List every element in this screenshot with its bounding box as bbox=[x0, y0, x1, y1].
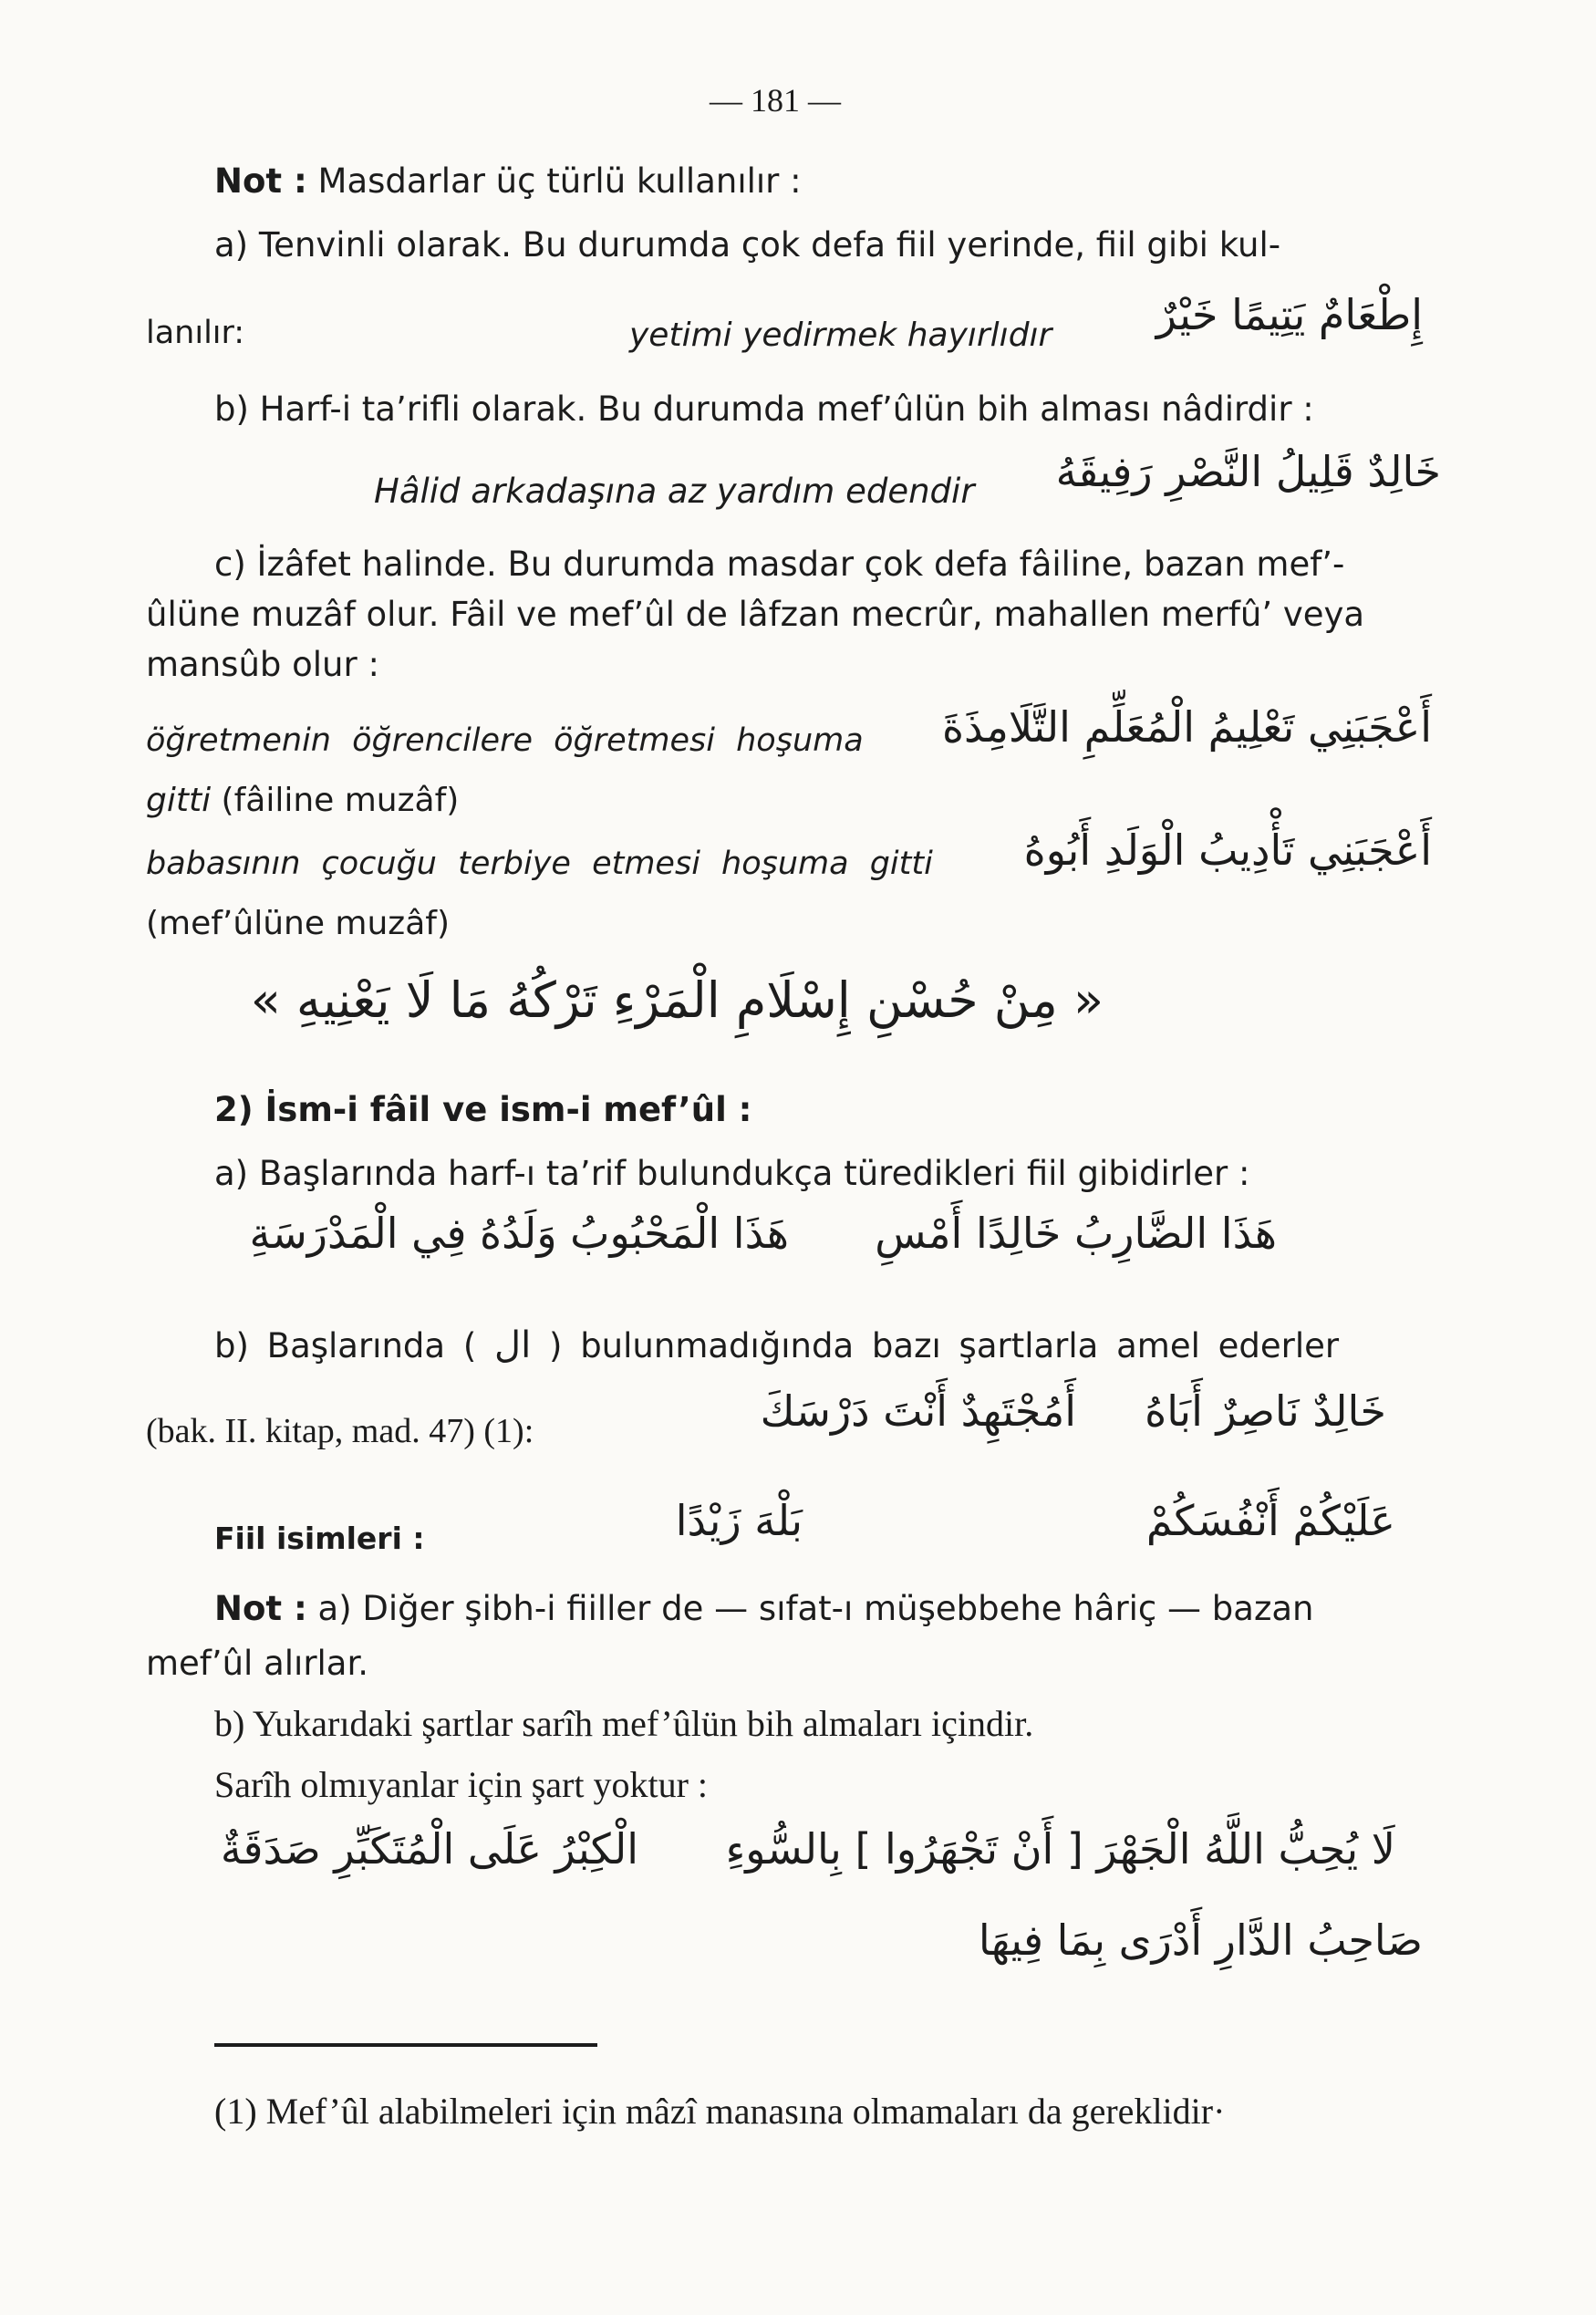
arabic-example: خَالِدٌ قَلِيلُ النَّصْرِ رَفِيقَهُ bbox=[1055, 447, 1441, 496]
paragraph-b bbox=[214, 1703, 1034, 1744]
arabic-example: بَلْهَ زَيْدًا bbox=[675, 1496, 803, 1545]
note-text: Masdarlar üç türlü kullanılır : bbox=[317, 161, 802, 201]
arabic-hadith: « مِنْ حُسْنِ إِسْلَامِ الْمَرْءِ تَرْكُهُ مَا لَا يَعْنِيهِ » bbox=[250, 971, 1104, 1029]
paragraph-b bbox=[214, 1324, 1340, 1366]
paragraph-b-end: ) bulunmadığında bazı şartlarla amel ederler bbox=[549, 1326, 1340, 1365]
note-text-cont: mef’ûl alırlar. bbox=[146, 1644, 369, 1683]
note-line bbox=[214, 161, 802, 201]
paragraph-b: b) Harf-i ta’rifli olarak. Bu durumda mef’ûlün bih alması nâdirdir : bbox=[214, 389, 1314, 429]
paragraph-c-line1: c) İzâfet halinde. Bu durumda masdar çok defa fâiline, bazan mef’- bbox=[214, 545, 1345, 584]
example-translation: Hâlid arkadaşına az yardım edendir bbox=[374, 472, 975, 511]
arabic-example: خَالِدٌ نَاصِرٌ أَبَاهُ bbox=[1145, 1386, 1386, 1436]
example-label: (mef’ûlüne muzâf) bbox=[146, 905, 450, 942]
arabic-example: أَعْجَبَنِي تَعْلِيمُ الْمُعَلِّمِ التَّلَامِذَةَ bbox=[941, 702, 1432, 752]
paragraph-b-main: b) Yukarıdaki şartlar sarîh mef’ûlün bih almaları için bbox=[214, 1703, 986, 1744]
section-heading: 2) İsm-i fâil ve ism-i mef’ûl : bbox=[214, 1090, 752, 1129]
note-line bbox=[214, 1589, 1314, 1628]
reference: (bak. II. kitap, mad. 47) (1): bbox=[146, 1412, 534, 1450]
arabic-example: هَذَا الْمَحْبُوبُ وَلَدُهُ فِي الْمَدْرَسَةِ bbox=[249, 1209, 789, 1258]
al-article: ال bbox=[494, 1324, 532, 1366]
note-label: Not : bbox=[214, 1589, 307, 1628]
paragraph-c-line3: mansûb olur : bbox=[146, 645, 379, 684]
example-note bbox=[146, 784, 459, 817]
footnote-rule bbox=[214, 2043, 597, 2047]
paragraph-a: a) Başlarında harf-ı ta’rif bulundukça türedikleri fiil gibidirler : bbox=[214, 1154, 1250, 1193]
paragraph-c-line2: ûlüne muzâf olur. Fâil ve mef’ûl de lâfzan mecrûr, mahallen merfû’ veya bbox=[146, 595, 1365, 634]
example-label: (fâiline muzâf) bbox=[221, 782, 460, 819]
paragraph-b-start: b) Başlarında ( bbox=[214, 1326, 477, 1365]
example-translation: yetimi yedirmek hayırlıdır bbox=[629, 317, 1052, 354]
arabic-example: أَمُجْتَهِدٌ أَنْتَ دَرْسَكَ bbox=[760, 1386, 1076, 1436]
arabic-example: صَاحِبُ الدَّارِ أَدْرَى بِمَا فِيهَا bbox=[978, 1915, 1423, 1965]
paragraph-a-line1: a) Tenvinli olarak. Bu durumda çok defa fiil yerinde, fiil gibi kul- bbox=[214, 225, 1281, 265]
arabic-example: الْكِبْرُ عَلَى الْمُتَكَبِّرِ صَدَقَةٌ bbox=[220, 1824, 638, 1874]
paragraph-c: Sarîh olmıyanlar için şart yoktur : bbox=[214, 1764, 708, 1805]
arabic-example: عَلَيْكُمْ أَنْفُسَكُمْ bbox=[1145, 1496, 1395, 1545]
example-translation: babasının çocuğu terbiye etmesi hoşuma gitti bbox=[146, 846, 933, 882]
note-label: Not : bbox=[214, 161, 307, 201]
page-number: — 181 — bbox=[710, 82, 841, 119]
arabic-example: هَذَا الضَّارِبُ خَالِدًا أَمْسِ bbox=[875, 1209, 1277, 1258]
paragraph-a-line2: lanılır: bbox=[146, 315, 245, 351]
paragraph-b-suffix: dir. bbox=[986, 1703, 1034, 1744]
example-translation-end: gitti bbox=[146, 782, 212, 819]
footnote: (1) Mef’ûl alabilmeleri için mâzî manasına olmamaları da gereklidir· bbox=[214, 2091, 1226, 2132]
arabic-example: إِطْعَامٌ يَتِيمًا خَيْرٌ bbox=[1156, 290, 1423, 339]
subheading: Fiil isimleri : bbox=[214, 1521, 425, 1556]
note-text: a) Diğer şibh-i fiiller de — sıfat-ı müşebbehe hâriç — bazan bbox=[317, 1589, 1314, 1628]
example-translation: öğretmenin öğrencilere öğretmesi hoşuma bbox=[146, 722, 864, 759]
arabic-example: أَعْجَبَنِي تَأْدِيبُ الْوَلَدِ أَبُوهُ bbox=[1023, 825, 1432, 875]
arabic-example: لَا يُحِبُّ اللَّهُ الْجَهْرَ [ أَنْ تَجْهَرُوا ] بِالسُّوءِ bbox=[725, 1824, 1395, 1874]
